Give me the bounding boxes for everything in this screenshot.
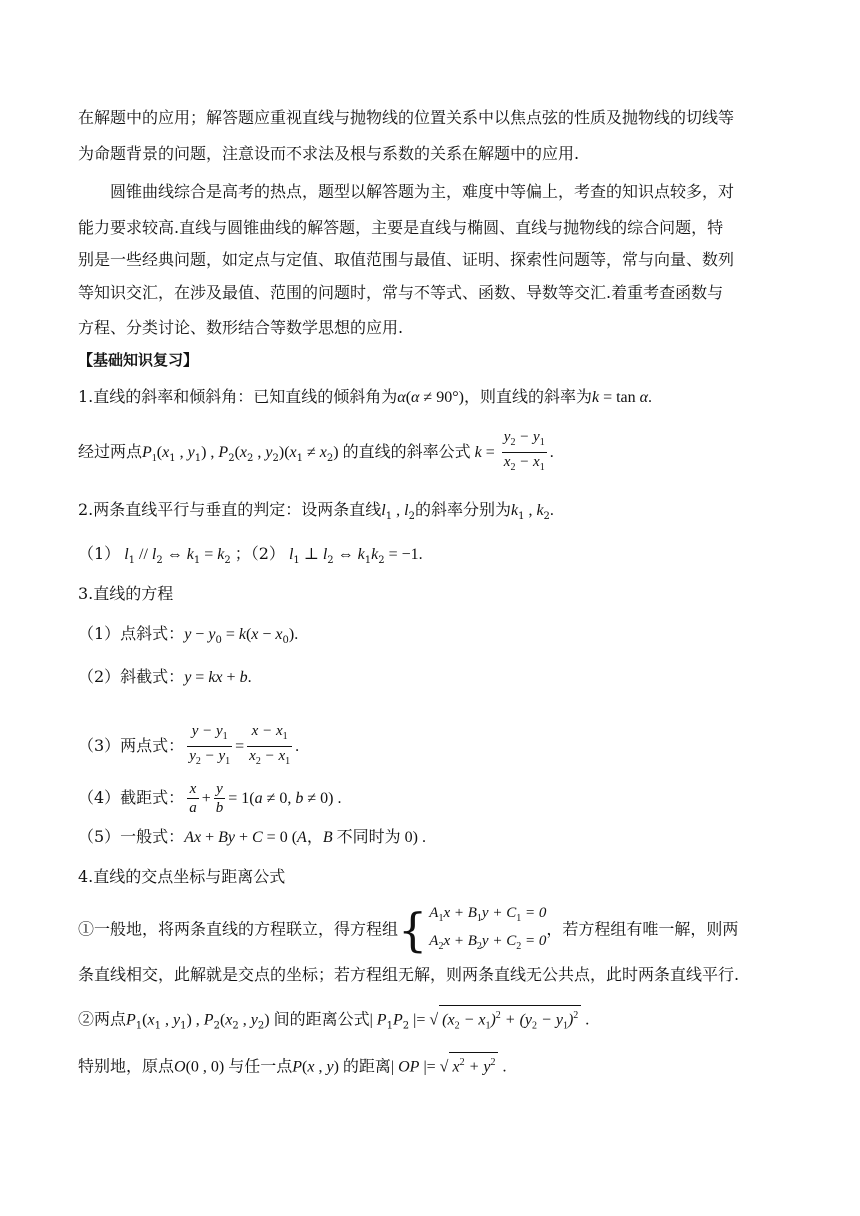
equation-system: $A_1x + B_1y + C_1 = 0$ $A_2x + B_2y + C_2 = 0$ [429,905,547,952]
paragraph-line: 方程、分类讨论、数形结合等数学思想的应用. [78,318,404,337]
general-form-line: （5）一般式：Ax + By + C = 0 (A，B 不同时为 0) . [78,827,426,846]
item-2-text-mid: 的斜率分别为 [414,500,511,519]
case-2-label: （2） [250,544,285,563]
case-1-label: （1） [78,544,121,563]
item-3-heading: 3.直线的方程 [78,584,174,603]
distance-prefix: ②两点 [78,1009,127,1029]
origin-mid2: 的距离 [342,1056,391,1076]
formula: α [397,389,406,406]
item-1-text: 1.直线的斜率和倾斜角：已知直线的倾斜角为 [78,387,398,406]
intercept-label: （4）截距式： [78,788,185,807]
general-form-label: （5）一般式： [78,827,185,846]
paragraph-line: 等知识交汇，在涉及最值、范围的问题时，常与不等式、函数、导数等交汇.着重考查函数与 [78,283,724,302]
paragraph-line: 能力要求较高.直线与圆锥曲线的解答题，主要是直线与椭圆、直线与抛物线的综合问题，特 [78,218,724,237]
item-2-text: 2.两条直线平行与垂直的判定：设两条直线 [78,500,382,519]
two-point-line: （3）两点式： $\frac{y - y_1}{y_2 - y_1}$ = $\frac{x - x_1}{x_2 - x_1}$ . [78,723,300,767]
item-1-text-mid: ，则直线的斜率为 [463,387,592,406]
item-1-line2-prefix: 经过两点 [78,442,143,461]
paragraph-line: 别是一些经典问题，如定点与定值、取值范围与最值、证明、探索性问题等，常与向量、数列 [78,250,735,269]
item-2-line: 2.两条直线平行与垂直的判定：设两条直线$l_1$ , $l_2$的斜率分别为$k_1$ , $k_2$. [78,500,554,523]
general-form-note: 不同时为 [336,827,401,846]
formula: P [142,444,152,461]
point-slope-line: （1）点斜式：$y - y_0 = k(x - x_0)$. [78,624,299,647]
paragraph-line: 圆锥曲线综合是高考的热点，题型以解答题为主，难度中等偏上，考查的知识点较多，对 [110,182,735,201]
paragraph-line: 为命题背景的问题，注意设而不求法及根与系数的关系在解题中的应用. [78,144,580,163]
distance-line: ②两点$P_1(x_1$ , $y_1$) , $P_2(x_2$ , $y_2$) 间的距离公式| $P_1P_2$ |= √ $(x_2 - x_1)^2 + (y_2 - y_1)^2$ . [78,1005,589,1037]
item-1-line2-mid: 的直线的斜率公式 [342,442,471,461]
distance-mid: 间的距离公式 [273,1009,370,1029]
slope-intercept-label: （2）斜截式： [78,667,185,686]
slope-intercept-line: （2）斜截式：y = kx + b. [78,667,252,686]
section-heading: 【基础知识复习】 [78,351,199,369]
system-suffix: ，若方程组有唯一解，则两 [546,919,739,939]
formula: k [591,389,600,406]
two-point-label: （3）两点式： [78,736,185,755]
origin-distance-line: 特别地，原点O(0 , 0) 与任一点P(x , y) 的距离| OP |= √ $x^2 + y^2$ . [78,1052,506,1077]
origin-prefix: 特别地，原点 [78,1056,175,1076]
origin-mid1: 与任一点 [228,1056,293,1076]
system-line: ①一般地，将两条直线的方程联立，得方程组{ $A_1x + B_1y + C_1 = 0$ $A_2x + B_2y + C_2 = 0$，若方程组有唯一解，则两 [78,903,739,957]
point-slope-label: （1）点斜式： [78,624,185,643]
item-1-line-2: 经过两点$P_1(x_1$ , $y_1$) , $P_2(x_2$ , $y_2)(x_1 \ne x_2)$ 的直线的斜率公式 k = $\frac{y_2 - y_1}{x_2 - x_1}$ . [78,428,554,477]
paragraph-line: 条直线相交，此解就是交点的坐标；若方程组无解，则两条直线无公共点，此时两条直线平行. [78,965,740,984]
item-1-line: 1.直线的斜率和倾斜角：已知直线的倾斜角为α(α ≠ 90°)，则直线的斜率为k = tan α. [78,387,653,406]
slope-fraction: $\frac{y_2 - y_1}{x_2 - x_1}$ [503,429,545,473]
item-4-heading: 4.直线的交点坐标与距离公式 [78,867,286,886]
intercept-line: （4）截距式： $\frac{x}{a}$ + $\frac{y}{b}$ = 1(a ≠ 0, b ≠ 0) . [78,781,342,816]
item-2-cases: （1） $l_1 // l_2$ ⇔ $k_1 = k_2$ ；（2） $l_1$ ⊥ $l_2$ ⇔ $k_1k_2 = -1$. [78,544,423,567]
paragraph-line: 在解题中的应用；解答题应重视直线与抛物线的位置关系中以焦点弦的性质及抛物线的切线等 [78,108,735,127]
system-prefix: ①一般地，将两条直线的方程联立，得方程组 [78,919,399,939]
